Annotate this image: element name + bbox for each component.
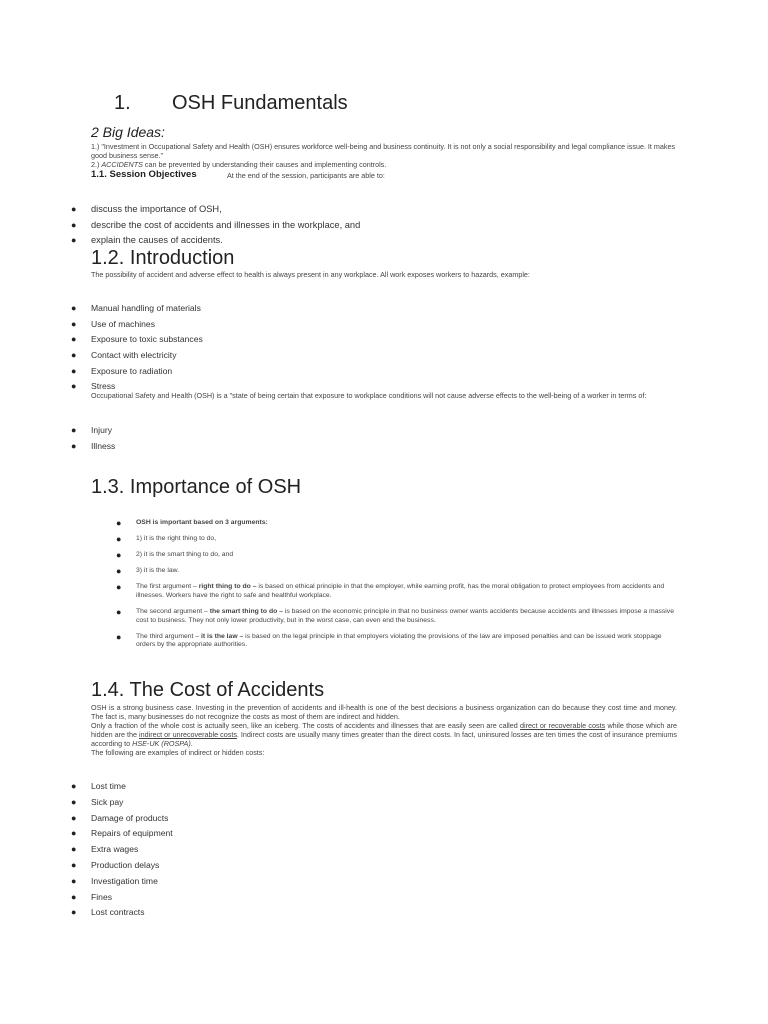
bullet-icon: ●	[71, 875, 77, 886]
list-item: ● The first argument – right thing to do – is based on ethical principle in that the employer, while earning profit, has the moral obligation to protect employees from accidents and illnesses. Workers have the right to safe and healthful workplace.	[116, 581, 665, 599]
bullet-icon: ●	[71, 365, 77, 376]
session-objectives-text: At the end of the session, participants are able to:	[227, 171, 385, 180]
bullet-icon: ●	[71, 859, 77, 870]
bullet-icon: ●	[71, 812, 77, 823]
bullet-icon: ●	[71, 318, 77, 329]
bullet-icon: ●	[71, 796, 77, 807]
list-item: ● Investigation time	[71, 875, 158, 886]
bullet-icon: ●	[116, 565, 122, 576]
importance-heading: 1.3. Importance of OSH	[91, 476, 302, 498]
list-item: ● Fines	[71, 891, 113, 902]
list-item: ● Production delays	[71, 859, 160, 870]
cost-paragraph-1: OSH is a strong business case. Investing in the prevention of accidents and ill-health is one of the best decisions a business organization can do because they cost time and money. The fact is, many businesses do not recognize the costs as most of them are indirect and hidden.	[91, 703, 677, 721]
bullet-icon: ●	[116, 631, 122, 642]
bullet-icon: ●	[71, 334, 77, 345]
direct-costs-term: direct or recoverable costs	[520, 721, 606, 730]
bullet-icon: ●	[71, 204, 77, 214]
arguments-list	[116, 518, 677, 657]
session-objectives-heading: 1.1. Session Objectives	[91, 169, 197, 180]
terms-list	[71, 425, 116, 456]
bullet-icon: ●	[71, 828, 77, 839]
bullet-icon: ●	[71, 844, 77, 855]
objectives-list	[71, 204, 361, 251]
list-item: ● Injury	[71, 425, 113, 435]
list-item: ● Illness	[71, 440, 116, 451]
bullet-icon: ●	[116, 606, 122, 617]
bullet-icon: ●	[71, 907, 77, 918]
list-item: ● Exposure to toxic substances	[71, 334, 203, 345]
hidden-costs-list	[71, 781, 173, 923]
list-item: ● discuss the importance of OSH,	[71, 204, 222, 214]
title-number: 1.	[114, 92, 131, 114]
list-item: ● Contact with electricity	[71, 350, 177, 361]
list-item: ● Stress	[71, 381, 116, 392]
list-item: ● Extra wages	[71, 844, 139, 855]
list-item: ● Lost time	[71, 781, 126, 791]
indirect-costs-term: indirect or unrecoverable costs	[139, 730, 237, 739]
hazards-list	[71, 303, 203, 397]
list-item: ● 1) it is the right thing to do,	[116, 533, 217, 544]
bullet-icon: ●	[71, 219, 77, 230]
list-item: ● The second argument – the smart thing to do – is based on the economic principle in that no business owner wants accidents because accidents and illnesses impose a massive cost to business. They not only lower productivity, but in the worst case, can even end the business.	[116, 606, 674, 624]
bullet-icon: ●	[116, 518, 122, 528]
list-item: ● Manual handling of materials	[71, 303, 201, 313]
bullet-icon: ●	[116, 533, 122, 544]
bullet-icon: ●	[71, 381, 77, 392]
big-ideas-heading: 2 Big Ideas:	[91, 124, 165, 140]
list-item: ● explain the causes of accidents.	[71, 235, 223, 246]
bullet-icon: ●	[71, 425, 77, 435]
list-item: ● OSH is important based on 3 arguments:	[116, 518, 268, 528]
bullet-icon: ●	[71, 303, 77, 313]
list-item: ● Sick pay	[71, 796, 124, 807]
cost-text	[91, 703, 677, 757]
title-text: OSH Fundamentals	[172, 92, 348, 114]
osh-definition: Occupational Safety and Health (OSH) is a "state of being certain that exposure to workplace conditions will not cause adverse effects to the well-being of a worker in terms of:	[91, 391, 647, 400]
list-item: ● describe the cost of accidents and illnesses in the workplace, and	[71, 219, 361, 230]
cost-paragraph-3: The following are examples of indirect or hidden costs:	[91, 748, 265, 757]
document-title	[114, 92, 348, 115]
list-item: ● Repairs of equipment	[71, 828, 173, 839]
list-item: ● Lost contracts	[71, 907, 145, 918]
bullet-icon: ●	[71, 781, 77, 791]
introduction-text: The possibility of accident and adverse effect to health is always present in any workplace. All work exposes workers to hazards, example:	[91, 270, 530, 279]
bullet-icon: ●	[71, 235, 77, 246]
cost-paragraph-2: Only a fraction of the whole cost is actually seen, like an iceberg. The costs of accidents and illnesses that are easily seen are called direct or recoverable costs while those which are hidden are the indirect or unrecoverable costs. Indirect costs are usually many times greater than the direct costs. In fact, uninsured losses are ten times the cost of insurance premiums according to HSE-UK (ROSPA).	[91, 721, 677, 748]
bullet-icon: ●	[116, 549, 122, 560]
introduction-heading: 1.2. Introduction	[91, 247, 235, 269]
list-item: ● Damage of products	[71, 812, 169, 823]
list-item: ● 2) it is the smart thing to do, and	[116, 549, 234, 560]
bullet-icon: ●	[71, 440, 77, 451]
list-item: ● 3) it is the law.	[116, 565, 180, 576]
big-idea-1: 1.) "Investment in Occupational Safety and Health (OSH) ensures workforce well-being and business continuity. It is not only a social responsibility and legal compliance issue. It makes good business sense."	[91, 142, 676, 160]
bullet-icon: ●	[71, 350, 77, 361]
cost-heading: 1.4. The Cost of Accidents	[91, 679, 325, 701]
bullet-icon: ●	[71, 891, 77, 902]
bullet-icon: ●	[116, 581, 122, 592]
big-idea-2: 2.) ACCIDENTS can be prevented by understanding their causes and implementing controls.	[91, 160, 387, 169]
list-item: ● Use of machines	[71, 318, 156, 329]
list-item: ● The third argument – it is the law – is based on the legal principle in that employers violating the provisions of the law are imposed penalties and can be issued work stoppage orders by the appropriate authorities.	[116, 631, 662, 649]
list-item: ● Exposure to radiation	[71, 365, 173, 376]
